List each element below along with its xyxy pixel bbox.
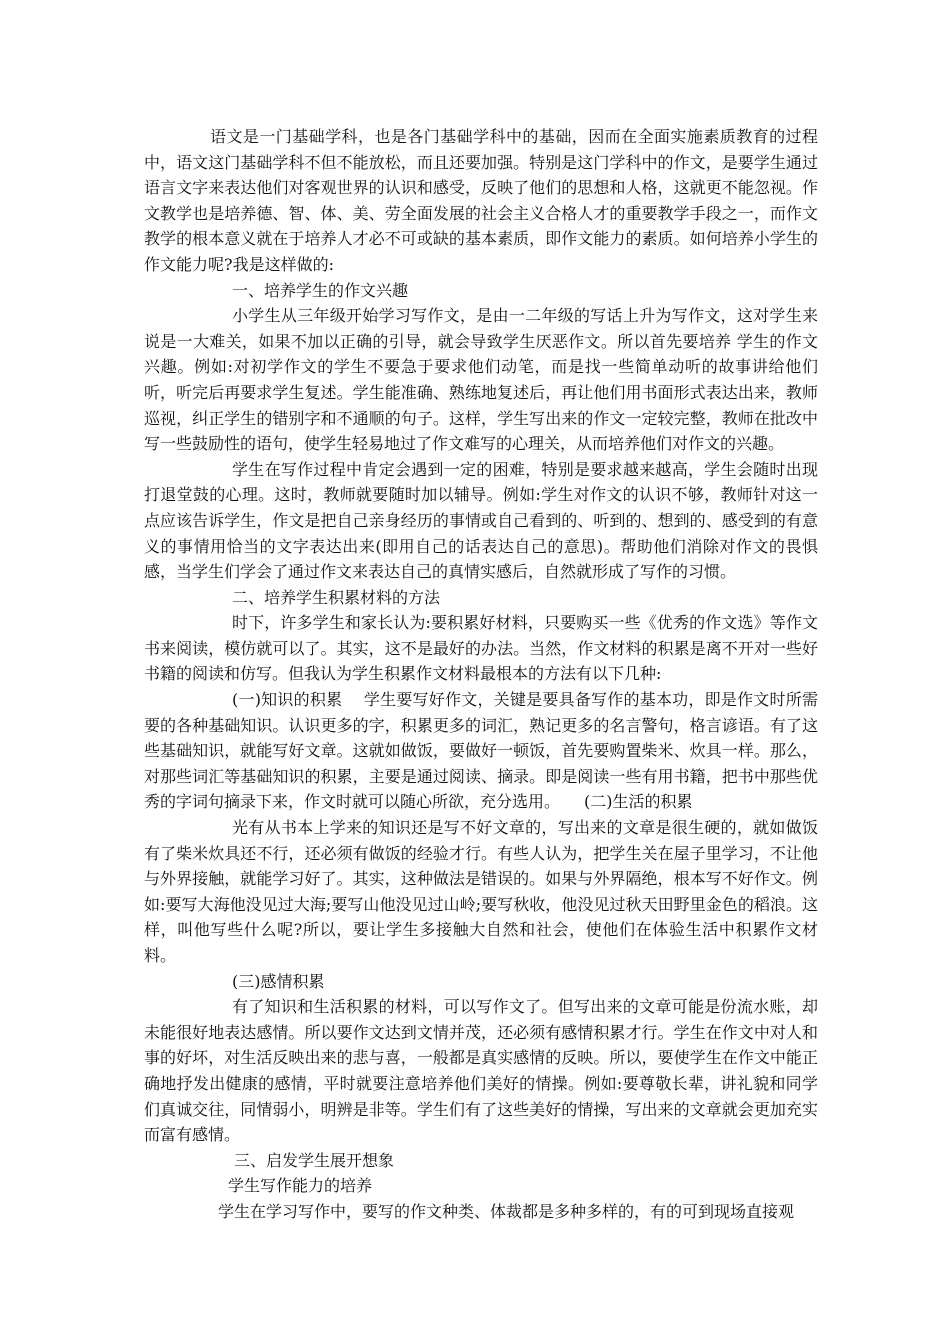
section2-paragraph-2: (一)知识的积累 学生要写好作文，关键是要具备写作的基本功，即是作文时所需要的各种基础知识。认识更多的字，积累更多的词汇，熟记更多的名言警句，格言谚语。有了这些基础知识，就能写好文章。这就如做饭，要做好一顿饭，首先要购置柴米、炊具一样。那么，对那些词汇等基础知识的积累，主要是通过阅读、摘录。即是阅读一些有用书籍，把书中那些优秀的字词句摘录下来，作文时就可以随心所欲，充分选用。 (二)生活的积累 bbox=[144, 690, 818, 812]
section-heading-2: 二、培养学生积累材料的方法 bbox=[232, 587, 441, 607]
section-heading-1: 一、培养学生的作文兴趣 bbox=[232, 280, 409, 300]
section2-paragraph-4: 有了知识和生活积累的材料，可以写作文了。但写出来的文章可能是份流水账，却未能很好地表达感情。所以要作文达到文情并茂，还必须有感情积累才行。学生在作文中对人和事的好坏，对生活反映出来的悲与喜，一般都是真实感情的反映。所以，要使学生在作文中能正确地抒发出健康的感情，平时就要注意培养他们美好的情操。例如:要尊敬长辈，讲礼貌和同学们真诚交往，同情弱小，明辨是非等。学生们有了这些美好的情操，写出来的文章就会更加充实而富有感情。 bbox=[144, 997, 818, 1145]
closing-paragraph: 学生在学习写作中，要写的作文种类、体裁都是多种多样的，有的可到现场直接观 bbox=[218, 1201, 795, 1221]
subheading-emotion: (三)感情积累 bbox=[232, 971, 325, 991]
section2-paragraph-1: 时下，许多学生和家长认为:要积累好材料，只要购买一些《优秀的作文选》等作文书来阅读，模仿就可以了。其实，这不是最好的办法。当然，作文材料的积累是离不开对一些好书籍的阅读和仿写。但我认为学生积累作文材料最根本的方法有以下几种: bbox=[144, 613, 818, 684]
article-title: 学生写作能力的培养 bbox=[228, 1176, 373, 1196]
section1-paragraph-1: 小学生从三年级开始学习写作文，是由一二年级的写话上升为写作文，这对学生来说是一大难关，如果不加以正确的引导，就会导致学生厌恶作文。所以首先要培养 学生的作文兴趣。例如:对初学作文的学生不要急于要求他们动笔，而是找一些简单动听的故事讲给他们听，听完后再要求学生复述。学生能准确、熟练地复述后，再让他们用书面形式表达出来，教师巡视，纠正学生的错别字和不通顺的句子。这样，学生写出来的作文一定较完整，教师在批改中写一些鼓励性的语句，使学生轻易地过了作文难写的心理关，从而培养他们对作文的兴趣。 bbox=[144, 306, 818, 454]
section-heading-3: 三、启发学生展开想象 bbox=[234, 1150, 395, 1170]
section1-paragraph-2: 学生在写作过程中肯定会遇到一定的困难，特别是要求越来越高，学生会随时出现打退堂鼓的心理。这时，教师就要随时加以辅导。例如:学生对作文的认识不够，教师针对这一点应该告诉学生，作文是把自己亲身经历的事情或自己看到的、听到的、想到的、感受到的有意义的事情用恰当的文字表达出来(即用自己的话表达自己的意思)。帮助他们消除对作文的畏惧感，当学生们学会了通过作文来表达自己的真情实感后，自然就形成了写作的习惯。 bbox=[144, 459, 818, 582]
document-body bbox=[144, 124, 818, 1225]
intro-paragraph: 语文是一门基础学科，也是各门基础学科中的基础，因而在全面实施素质教育的过程中，语文这门基础学科不但不能放松，而且还要加强。特别是这门学科中的作文，是要学生通过语言文字来表达他们对客观世界的认识和感受，反映了他们的思想和人格，这就更不能忽视。作文教学也是培养德、智、体、美、劳全面发展的社会主义合格人才的重要教学手段之一，而作文教学的根本意义就在于培养人才必不可或缺的基本素质，即作文能力的素质。如何培养小学生的作文能力呢?我是这样做的: bbox=[144, 127, 818, 274]
section2-paragraph-3: 光有从书本上学来的知识还是写不好文章的，写出来的文章是很生硬的，就如做饭有了柴米炊具还不行，还必须有做饭的经验才行。有些人认为，把学生关在屋子里学习，不让他与外界接触，就能学习好了。其实，这种做法是错误的。如果与外界隔绝，根本写不好作文。例如:要写大海他没见过大海;要写山他没见过山岭;要写秋收，他没见过秋天田野里金色的稻浪。这样，叫他写些什么呢?所以，要让学生多接触大自然和社会，使他们在体验生活中积累作文材料。 bbox=[144, 818, 818, 965]
